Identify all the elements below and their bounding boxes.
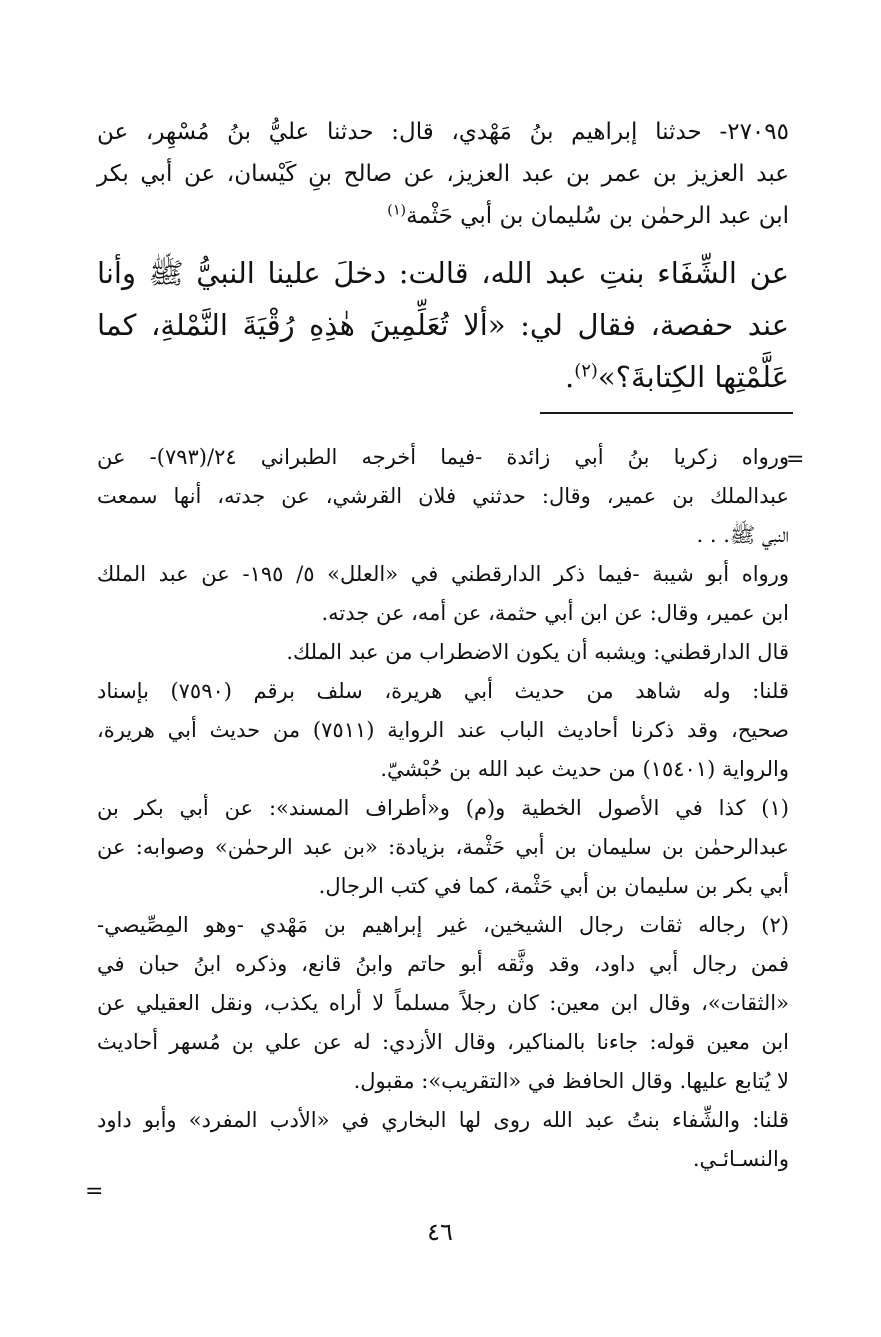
footnote-line: فمن رجال أبي داود، وقد وثَّقه أبو حاتم وابنُ قانع، وذكره ابنُ حبان في <box>97 952 789 976</box>
footnote-paragraph <box>97 555 789 633</box>
isnad-line-text: ابن عبد الرحمٰن بن سُليمان بن أبي حَثْمة <box>406 203 789 229</box>
footnote-line: ورواه زكريا بنُ أبي زائدة -فيما أخرجه الطبراني ٢٤/(٧٩٣)- عن <box>97 445 789 469</box>
continuation-mark-bottom: = <box>85 1179 104 1204</box>
footnote-paragraph <box>97 1101 789 1179</box>
footnote-line: ابن معين قوله: جاءنا بالمناكير، وقال الأزدي: له عن علي بن مُسهر أحاديث <box>97 1030 789 1054</box>
footnote-ref-1: (١) <box>387 202 407 219</box>
isnad-line: عبد العزيز بن عمر بن عبد العزيز، عن صالح بنِ كَيْسان، عن أبي بكر <box>97 161 789 187</box>
footnote-line: قلنا: وله شاهد من حديث أبي هريرة، سلف برقم (٧٥٩٠) بإسناد <box>97 679 789 703</box>
footnote-line: أبي بكر بن سليمان بن أبي حَثْمة، كما في كتب الرجال. <box>318 874 789 898</box>
hadith-matn <box>97 247 789 403</box>
page-number: ٤٦ <box>427 1218 453 1246</box>
footnote-2 <box>97 906 789 1101</box>
footnote-paragraph <box>97 633 789 672</box>
isnad-line: ٢٧٠٩٥- حدثنا إبراهيم بنُ مَهْدي، قال: حدثنا عليُّ بنُ مُسْهِر، عن <box>97 119 789 145</box>
matn-line: عن الشِّفَاء بنتِ عبد الله، قالت: دخلَ علينا النبيُّ ﷺ وأنا <box>97 256 789 290</box>
matn-end-punct: . <box>565 360 575 394</box>
footnote-paragraph <box>97 438 789 555</box>
footnote-1 <box>97 789 789 906</box>
matn-line: عند حفصة، فقال لي: «ألا تُعَلِّمِينَ هٰذِهِ رُقْيَةَ النَّمْلةِ، كما <box>97 308 789 342</box>
footnote-line: والرواية (١٥٤٠١) من حديث عبد الله بن حُبْشيّ. <box>380 757 789 781</box>
matn-line-last <box>97 351 789 403</box>
footnote-line: قال الدارقطني: ويشبه أن يكون الاضطراب من عبد الملك. <box>286 640 789 664</box>
footnote-divider <box>540 412 793 414</box>
footnote-line: النبي ﷺ. . . <box>696 523 789 547</box>
hadith-isnad <box>97 111 789 237</box>
footnote-line: عبدالرحمٰن بن سليمان بن أبي حَثْمة، بزيادة: «بن عبد الرحمٰن» وصوابه: عن <box>97 835 789 859</box>
continuation-mark-top: = <box>786 447 805 472</box>
footnote-line: عبدالملك بن عمير، وقال: حدثني فلان القرشي، عن جدته، أنها سمعت <box>97 484 789 508</box>
footnotes-section <box>97 438 789 1179</box>
footnote-line: «الثقات»، وقال ابن معين: كان رجلاً مسلماً لا أراه يكذب، ونقل العقيلي عن <box>97 991 789 1015</box>
footnote-paragraph <box>97 672 789 789</box>
footnote-line: (٢) رجاله ثقات رجال الشيخين، غير إبراهيم بن مَهْدي -وهو المِصِّيصي- <box>97 913 789 937</box>
footnote-line: لا يُتابع عليها. وقال الحافظ في «التقريب»: مقبول. <box>353 1069 789 1093</box>
footnote-line: والنسـائـي. <box>692 1147 789 1171</box>
footnote-line: ورواه أبو شيبة -فيما ذكر الدارقطني في «العلل» ٥/ ١٩٥- عن عبد الملك <box>97 562 789 586</box>
footnote-ref-2: (٢) <box>574 360 598 382</box>
footnote-line: (١) كذا في الأصول الخطية و(م) و«أطراف المسند»: عن أبي بكر بن <box>97 796 789 820</box>
footnote-line: صحيح، وقد ذكرنا أحاديث الباب عند الرواية (٧٥١١) من حديث أبي هريرة، <box>97 718 790 742</box>
matn-line-text: عَلَّمْتِها الكِتابةَ؟» <box>597 360 789 394</box>
isnad-line-last <box>97 195 789 237</box>
footnote-line: قلنا: والشِّفاء بنتُ عبد الله روى لها البخاري في «الأدب المفرد» وأبو داود <box>97 1108 789 1132</box>
footnote-line: ابن عمير، وقال: عن ابن أبي حثمة، عن أمه، عن جدته. <box>321 601 789 625</box>
